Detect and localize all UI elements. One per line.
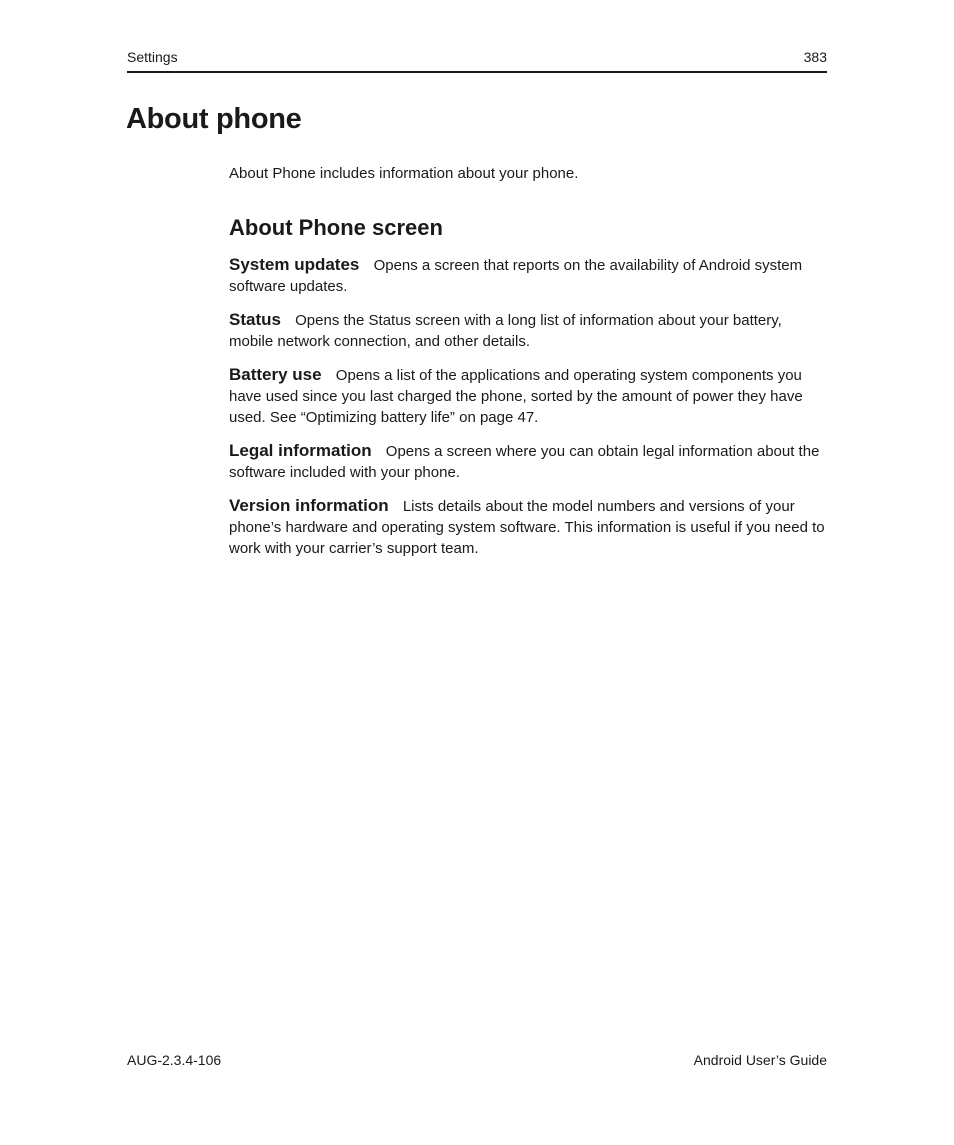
entry-term: System updates [229, 255, 360, 274]
entry-battery-use [229, 364, 827, 428]
main-content [229, 163, 827, 559]
entry-description: Opens a screen that reports on the availability of Android system software updates. [229, 257, 803, 295]
entry-description: Opens the Status screen with a long list of information about your battery, mobile network connection, and other details. [229, 312, 782, 350]
footer-guide-title: Android User’s Guide [693, 1052, 827, 1068]
header-page-number: 383 [803, 49, 827, 65]
entry-version-information [229, 495, 827, 559]
page-title: About phone [126, 103, 302, 135]
footer-doc-id: AUG-2.3.4-106 [127, 1052, 222, 1068]
entry-description: Lists details about the model numbers and versions of your phone’s hardware and operating system software. This information is useful if you need to work with your carrier’s support team. [229, 498, 825, 557]
entry-term: Version information [229, 496, 389, 515]
entry-term: Status [229, 310, 281, 329]
entry-legal-information [229, 440, 827, 483]
entry-description: Opens a screen where you can obtain legal information about the software included with your phone. [229, 443, 820, 481]
entry-term: Legal information [229, 441, 372, 460]
entry-system-updates [229, 254, 827, 297]
entry-description: Opens a list of the applications and operating system components you have used since you last charged the phone, sorted by the amount of power they have used. See “Optimizing battery life” on page 47. [229, 367, 803, 426]
entry-term: Battery use [229, 365, 322, 384]
entry-status [229, 309, 827, 352]
page-header [127, 48, 827, 73]
header-section-name: Settings [127, 49, 178, 65]
section-heading: About Phone screen [229, 215, 443, 240]
intro-paragraph: About Phone includes information about your phone. [229, 165, 579, 182]
